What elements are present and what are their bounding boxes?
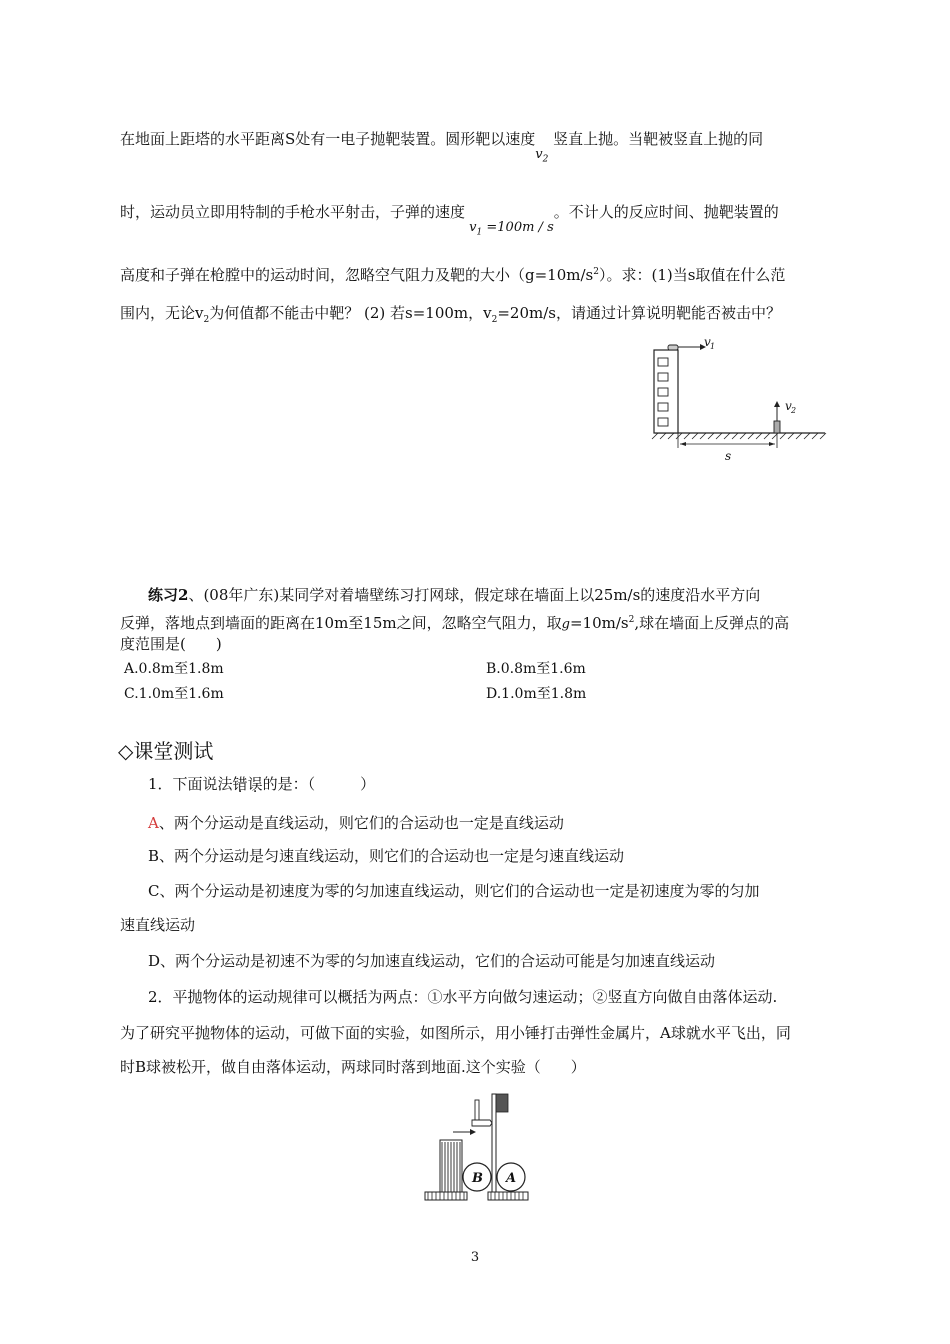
option-c: C.1.0m至1.6m bbox=[124, 686, 224, 702]
q1-stem: 1．下面说法错误的是：（ ） bbox=[148, 775, 376, 793]
exercise2-line-3: 度范围是( ) bbox=[120, 635, 222, 653]
svg-text:B: B bbox=[472, 1171, 483, 1186]
option-a: A.0.8m至1.8m bbox=[124, 661, 224, 677]
svg-text:s: s bbox=[725, 449, 732, 463]
q1-option-b: B、两个分运动是匀速直线运动，则它们的合运动也一定是匀速直线运动 bbox=[148, 847, 625, 865]
q1-option-d: D、两个分运动是初速不为零的匀加速直线运动，它们的合运动可能是匀加速直线运动 bbox=[148, 952, 716, 970]
tower-target-figure bbox=[640, 330, 840, 470]
section-title: ◇课堂测试 bbox=[118, 739, 214, 763]
problem1-text: 时，运动员立即用特制的手枪水平射击，子弹的速度 bbox=[120, 203, 466, 221]
problem1-line-2 bbox=[120, 201, 779, 238]
exercise2-line-1: 练习2、(08年广东)某同学对着墙壁练习打网球，假定球在墙面上以25m/s的速度沿水平方向 bbox=[148, 586, 761, 604]
q2-line-3: 时B球被松开，做自由落体运动，两球同时落到地面.这个实验（ ） bbox=[120, 1058, 586, 1076]
option-d: D.1.0m至1.8m bbox=[486, 686, 587, 702]
problem1-line-3: 高度和子弹在枪膛中的运动时间，忽略空气阻力及靶的大小$(g=10m/s^2)$。求：(1)当s取值在什么范 bbox=[120, 266, 786, 284]
exercise2-line-2: 反弹，落地点到墙面的距离在10m至15m之间，忽略空气阻力，取$g=10m/s^2$,球在墙面上反弹点的高 bbox=[120, 614, 790, 632]
problem1-text: 竖直上抛。当靶被竖直上抛的同 bbox=[553, 130, 764, 148]
page-number: 3 bbox=[470, 1250, 480, 1265]
problem1-text: 在地面上距塔的水平距离S处有一电子抛靶装置。圆形靶以速度 bbox=[120, 130, 536, 148]
svg-text:v: v bbox=[704, 335, 711, 349]
exercise2-label: 练习2 bbox=[148, 586, 189, 604]
q2-line-1: 2．平抛物体的运动规律可以概括为两点：①水平方向做匀速运动；②竖直方向做自由落体运动. bbox=[148, 988, 778, 1006]
svg-text:v: v bbox=[785, 399, 792, 413]
v2-symbol: $v_2$ bbox=[535, 147, 549, 165]
q1-option-c: C、两个分运动是初速度为零的匀加速直线运动，则它们的合运动也一定是初速度为零的匀加 bbox=[148, 882, 760, 900]
problem1-line-4: 围内，无论$v_2$为何值都不能击中靶？ (2) 若s=100m，$v_2=20m/s$，请通过计算说明靶能否被击中？ bbox=[120, 304, 781, 325]
option-b: B.0.8m至1.6m bbox=[486, 661, 586, 677]
problem1-line-1 bbox=[120, 128, 764, 165]
q1-option-c-cont: 速直线运动 bbox=[120, 916, 196, 934]
q1-option-a: A、两个分运动是直线运动，则它们的合运动也一定是直线运动 bbox=[148, 814, 564, 832]
hammer-experiment-figure bbox=[420, 1090, 540, 1205]
svg-text:2: 2 bbox=[791, 406, 797, 415]
q2-line-2: 为了研究平抛物体的运动，可做下面的实验，如图所示，用小锤打击弹性金属片，A球就水平飞出，同 bbox=[120, 1024, 791, 1042]
svg-text:1: 1 bbox=[710, 342, 716, 351]
problem1-text: 。不计人的反应时间、抛靶装置的 bbox=[553, 203, 779, 221]
svg-text:A: A bbox=[506, 1171, 517, 1186]
v1-formula: $v_1 =100m / s$ bbox=[469, 220, 554, 238]
